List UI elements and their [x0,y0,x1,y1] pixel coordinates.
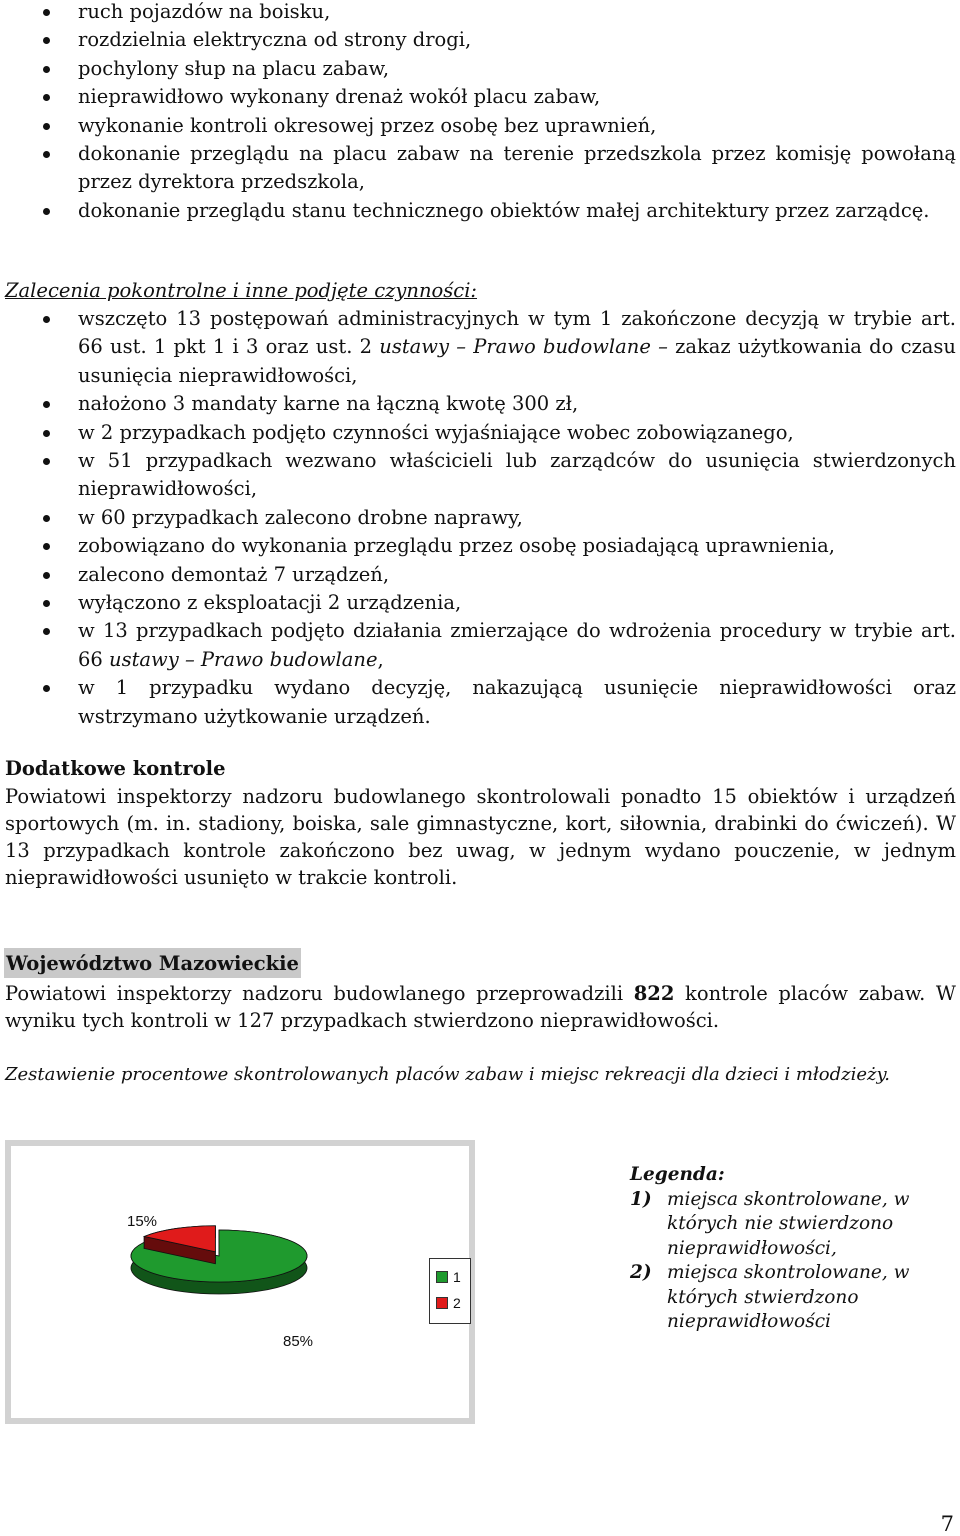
list-item: zalecono demontaż 7 urządzeń, [0,561,960,589]
control-count: 822 [633,982,675,1005]
section-heading-wojewodztwo: Województwo Mazowieckie [4,948,301,978]
list-item: wykonanie kontroli okresowej przez osobę bez uprawnień, [0,112,960,140]
section-heading-zalecenia: Zalecenia pokontrolne i inne podjęte czynności: [5,279,477,302]
legend-note-item [630,1261,950,1335]
list-item: rozdzielnia elektryczna od strony drogi, [0,26,960,54]
item-text: zakaz użytkowania do czasu usunięcia nieprawidłowości, [78,335,956,387]
actions-list [0,305,960,731]
legend-note-text: miejsca skontrolowane, w których stwierdzono nieprawidłowości [667,1262,910,1332]
list-item: wyłączono z eksploatacji 2 urządzenia, [0,589,960,617]
legend-note-item [630,1188,950,1262]
list-item: nieprawidłowo wykonany drenaż wokół placu zabaw, [0,83,960,111]
list-item: nałożono 3 mandaty karne na łączną kwotę 300 zł, [0,390,960,418]
legend-note-number: 2) [630,1262,652,1283]
list-item [0,617,960,674]
legend-label: 2 [453,1295,461,1311]
chart-frame [5,1140,475,1424]
legend-entry [436,1295,461,1311]
law-reference: ustawy – Prawo budowlane [109,647,378,671]
list-item: dokonanie przeglądu na placu zabaw na terenie przedszkola przez komisję powołaną przez dyrektora przedszkola, [0,140,960,197]
paragraph-text: kontrole placów zabaw. W wyniku tych kontroli w 127 przypadkach stwierdzono nieprawidłowości. [5,982,956,1032]
item-text: wszczęto 13 postępowań administracyjnych w tym 1 zakończone decyzją w trybie art. 66 ust. 1 pkt 1 i 3 oraz ust. 2 [78,307,956,359]
chart-area [11,1146,469,1418]
list-item: w 51 przypadkach wezwano właścicieli lub zarządców do usunięcia stwierdzonych nieprawidłowości, [0,447,960,504]
legend-label: 1 [453,1269,461,1285]
legend-swatch-red [436,1297,448,1309]
list-item: w 60 przypadkach zalecono drobne naprawy, [0,504,960,532]
legend-title: Legenda: [630,1164,725,1185]
list-item: dokonanie przeglądu stanu technicznego obiektów małej architektury przez zarządcę. [0,197,960,225]
paragraph-dodatkowe: Powiatowi inspektorzy nadzoru budowlanego skontrolowali ponadto 15 obiektów i urządzeń sportowych (m. in. stadiony, boiska, sale gimnastyczne, kort, siłownia, drabinki do ćwiczeń). W 13 przypadkach kontrole zakończono bez uwag, w jednym wydano pouczenie, w jednym nieprawidłowości usunięto w trakcie kontroli. [5,785,956,889]
legend-entry [436,1269,461,1285]
pie-chart [11,1146,469,1418]
legend-notes [630,1163,950,1335]
list-item [0,305,960,390]
legend-note-text: miejsca skontrolowane, w których nie stwierdzono nieprawidłowości, [667,1188,910,1259]
section-heading-dodatkowe: Dodatkowe kontrole [5,757,226,780]
data-label: 15% [127,1213,158,1230]
paragraph-wojewodztwo [5,980,956,1034]
list-item: ruch pojazdów na boisku, [0,0,960,26]
chart-legend [429,1258,471,1324]
findings-list [0,0,960,225]
law-reference: ustawy – Prawo budowlane – [379,335,668,359]
legend-swatch-green [436,1271,448,1283]
data-label: 85% [283,1333,314,1350]
page-number: 7 [940,1512,954,1536]
list-item: w 1 przypadku wydano decyzję, nakazującą usunięcie nieprawidłowości oraz wstrzymano użytkowanie urządzeń. [0,674,960,731]
list-item: w 2 przypadkach podjęto czynności wyjaśniające wobec zobowiązanego, [0,419,960,447]
chart-caption: Zestawienie procentowe skontrolowanych placów zabaw i miejsc rekreacji dla dzieci i młodzieży. [5,1064,891,1085]
list-item: zobowiązano do wykonania przeglądu przez osobę posiadającą uprawnienia, [0,532,960,560]
item-text: w 13 przypadkach podjęto działania zmierzające do wdrożenia procedury w trybie art. 66 [78,619,956,671]
list-item: pochylony słup na placu zabaw, [0,55,960,83]
paragraph-text: Powiatowi inspektorzy nadzoru budowlanego przeprowadzili [5,982,634,1005]
item-text: , [377,647,384,671]
legend-note-number: 1) [630,1188,652,1210]
